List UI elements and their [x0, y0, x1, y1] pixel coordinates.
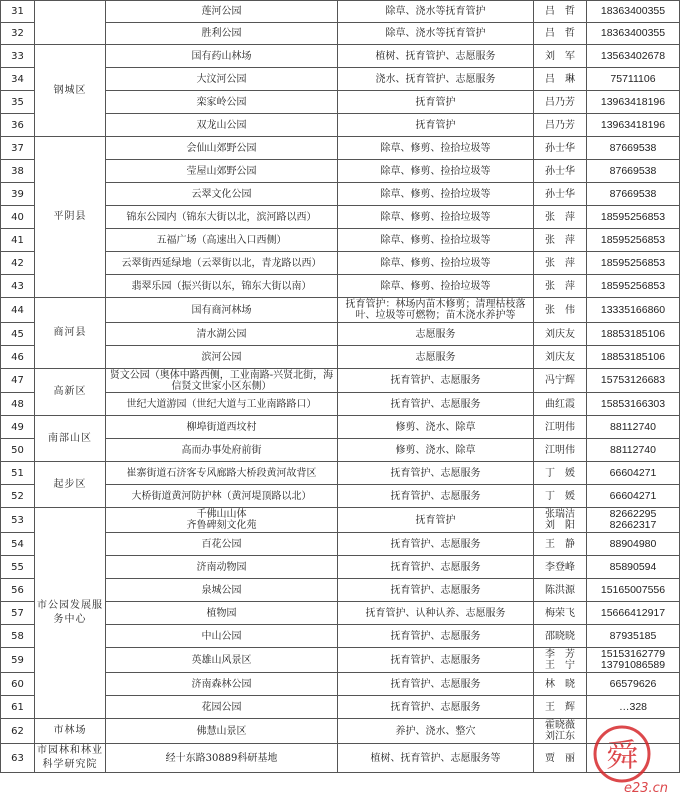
work-content-cell: 除草、浇水等抚育管护: [338, 23, 534, 45]
row-number-cell: 50: [1, 439, 35, 462]
work-content-cell: 抚育管护、志愿服务: [338, 579, 534, 602]
work-content-cell: 除草、浇水等抚育管护: [338, 1, 534, 23]
contact-person-cell: 吕乃芳: [534, 114, 587, 137]
district-cell: 商河县: [35, 298, 106, 369]
work-content-cell: 除草、修剪、捡拾垃圾等: [338, 206, 534, 229]
row-number-cell: 48: [1, 393, 35, 416]
table-row: [1, 744, 680, 773]
work-content-cell: 浇水、抚育管护、志愿服务: [338, 68, 534, 91]
contact-person-cell: 孙士华: [534, 160, 587, 183]
row-number-cell: 46: [1, 346, 35, 369]
work-content-cell: 修剪、浇水、除草: [338, 416, 534, 439]
contact-person-cell: 丁 媛: [534, 485, 587, 508]
contact-person-cell: 贾 丽: [534, 744, 587, 773]
site-name-cell: 大桥街道黄河防护林（黄河堤顶路以北）: [106, 485, 338, 508]
contact-person-cell: 刘庆友: [534, 346, 587, 369]
site-name-cell: 莲河公园: [106, 1, 338, 23]
contact-person-cell: 李登峰: [534, 556, 587, 579]
table-row: [1, 298, 680, 323]
contact-person-cell: 张瑞洁 刘 阳: [534, 508, 587, 533]
site-name-cell: 济南动物园: [106, 556, 338, 579]
site-name-cell: 会仙山郊野公园: [106, 137, 338, 160]
contact-person-cell: 丁 媛: [534, 462, 587, 485]
site-name-cell: 高而办事处府前街: [106, 439, 338, 462]
work-content-cell: 抚育管护：林场内苗木修剪；清理枯枝落叶、垃圾等可燃物；苗木浇水养护等: [338, 298, 534, 323]
site-name-cell: 济南森林公园: [106, 673, 338, 696]
phone-cell: 66579626: [587, 673, 680, 696]
district-cell: 市公园发展服务中心: [35, 508, 106, 719]
site-name-cell: 国有商河林场: [106, 298, 338, 323]
phone-cell: 66604271: [587, 462, 680, 485]
table-row: [1, 719, 680, 744]
phone-cell: 18595256853: [587, 275, 680, 298]
phone-cell: 87669538: [587, 137, 680, 160]
work-content-cell: 抚育管护、志愿服务: [338, 696, 534, 719]
row-number-cell: 40: [1, 206, 35, 229]
work-content-cell: 抚育管护: [338, 508, 534, 533]
site-name-cell: 佛慧山景区: [106, 719, 338, 744]
district-cell: 市林场: [35, 719, 106, 744]
row-number-cell: 56: [1, 579, 35, 602]
contact-person-cell: 王 辉: [534, 696, 587, 719]
phone-cell: 18363400355: [587, 23, 680, 45]
phone-cell: 13963418196: [587, 114, 680, 137]
site-name-cell: 双龙山公园: [106, 114, 338, 137]
phone-cell: 15153162779 13791086589: [587, 648, 680, 673]
site-name-cell: 国有药山林场: [106, 45, 338, 68]
site-name-cell: 柳埠街道西坟村: [106, 416, 338, 439]
table-row: [1, 45, 680, 68]
contact-person-cell: 曲红霞: [534, 393, 587, 416]
work-content-cell: 抚育管护、志愿服务: [338, 648, 534, 673]
site-name-cell: 崔寨街道石济客专风廊路大桥段黄河故背区: [106, 462, 338, 485]
contact-person-cell: 张 萍: [534, 229, 587, 252]
site-name-cell: 锦东公园内（锦东大街以北，滨河路以西）: [106, 206, 338, 229]
work-content-cell: 抚育管护、志愿服务: [338, 625, 534, 648]
phone-cell: 18853185106: [587, 323, 680, 346]
district-cell: 南部山区: [35, 416, 106, 462]
row-number-cell: 57: [1, 602, 35, 625]
work-content-cell: 植树、抚育管护、志愿服务: [338, 45, 534, 68]
site-name-cell: 大汶河公园: [106, 68, 338, 91]
phone-cell: 87669538: [587, 160, 680, 183]
table-row: [1, 416, 680, 439]
watermark-text: e23.cn: [623, 781, 669, 796]
row-number-cell: 61: [1, 696, 35, 719]
work-content-cell: 养护、浇水、整穴: [338, 719, 534, 744]
site-name-cell: 滨河公园: [106, 346, 338, 369]
table-row: [1, 369, 680, 393]
work-content-cell: 抚育管护、志愿服务: [338, 533, 534, 556]
phone-cell: 18363400355: [587, 1, 680, 23]
row-number-cell: 45: [1, 323, 35, 346]
contact-person-cell: 张 萍: [534, 206, 587, 229]
row-number-cell: 37: [1, 137, 35, 160]
contact-person-cell: 吕乃芳: [534, 91, 587, 114]
phone-cell: 82662295 82662317: [587, 508, 680, 533]
e23-watermark-logo: [582, 720, 674, 796]
work-content-cell: 抚育管护、志愿服务: [338, 369, 534, 393]
site-name-cell: 胜利公园: [106, 23, 338, 45]
work-content-cell: 抚育管护、志愿服务: [338, 462, 534, 485]
district-cell: [35, 1, 106, 45]
row-number-cell: 47: [1, 369, 35, 393]
work-content-cell: 抚育管护: [338, 91, 534, 114]
site-name-cell: 经十东路30889科研基地: [106, 744, 338, 773]
row-number-cell: 59: [1, 648, 35, 673]
contact-person-cell: 吕 哲: [534, 23, 587, 45]
contact-person-cell: 邵晓晓: [534, 625, 587, 648]
work-content-cell: 抚育管护、志愿服务: [338, 556, 534, 579]
phone-cell: …328: [587, 696, 680, 719]
row-number-cell: 43: [1, 275, 35, 298]
phone-cell: 88112740: [587, 416, 680, 439]
phone-cell: 18595256853: [587, 229, 680, 252]
contact-person-cell: 孙士华: [534, 183, 587, 206]
site-name-cell: 栾家岭公园: [106, 91, 338, 114]
table-row: [1, 462, 680, 485]
site-name-cell: 贤文公园（奥体中路西侧，工业南路-兴贤北街，海信贤文世家小区东侧）: [106, 369, 338, 393]
district-cell: 市园林和林业科学研究院: [35, 744, 106, 773]
work-content-cell: 抚育管护: [338, 114, 534, 137]
work-content-cell: 除草、修剪、捡拾垃圾等: [338, 252, 534, 275]
phone-cell: 75711106: [587, 68, 680, 91]
row-number-cell: 60: [1, 673, 35, 696]
work-content-cell: 志愿服务: [338, 346, 534, 369]
contact-person-cell: 孙士华: [534, 137, 587, 160]
site-name-cell: 植物园: [106, 602, 338, 625]
site-name-cell: 百花公园: [106, 533, 338, 556]
row-number-cell: 63: [1, 744, 35, 773]
phone-cell: 15666412917: [587, 602, 680, 625]
row-number-cell: 58: [1, 625, 35, 648]
contact-person-cell: 霍晓薇 刘江东: [534, 719, 587, 744]
site-name-cell: 莹屋山郊野公园: [106, 160, 338, 183]
contact-person-cell: 张 萍: [534, 252, 587, 275]
work-content-cell: 植树、抚育管护、志愿服务等: [338, 744, 534, 773]
site-name-cell: 中山公园: [106, 625, 338, 648]
work-content-cell: 除草、修剪、捡拾垃圾等: [338, 137, 534, 160]
work-content-cell: 抚育管护、认种认养、志愿服务: [338, 602, 534, 625]
phone-cell: 88112740: [587, 439, 680, 462]
row-number-cell: 33: [1, 45, 35, 68]
phone-cell: 13963418196: [587, 91, 680, 114]
district-cell: 高新区: [35, 369, 106, 416]
site-name-cell: 清水湖公园: [106, 323, 338, 346]
row-number-cell: 38: [1, 160, 35, 183]
row-number-cell: 53: [1, 508, 35, 533]
site-name-cell: 翡翠乐园（振兴街以东，锦东大街以南）: [106, 275, 338, 298]
contact-person-cell: 吕 哲: [534, 1, 587, 23]
phone-cell: 18853185106: [587, 346, 680, 369]
contact-person-cell: 张 伟: [534, 298, 587, 323]
row-number-cell: 54: [1, 533, 35, 556]
phone-cell: 88904980: [587, 533, 680, 556]
site-name-cell: 五福广场（高速出入口西侧）: [106, 229, 338, 252]
work-content-cell: 抚育管护、志愿服务: [338, 485, 534, 508]
contact-person-cell: 李 芳 王 宁: [534, 648, 587, 673]
contact-person-cell: 江明伟: [534, 416, 587, 439]
work-content-cell: 抚育管护、志愿服务: [338, 673, 534, 696]
work-content-cell: 除草、修剪、捡拾垃圾等: [338, 160, 534, 183]
contact-person-cell: 林 晓: [534, 673, 587, 696]
table-row: [1, 1, 680, 23]
watermark-glyph: 舜: [605, 736, 639, 774]
work-content-cell: 志愿服务: [338, 323, 534, 346]
row-number-cell: 42: [1, 252, 35, 275]
site-name-cell: 英雄山风景区: [106, 648, 338, 673]
row-number-cell: 55: [1, 556, 35, 579]
phone-cell: 15753126683: [587, 369, 680, 393]
site-name-cell: 云翠街西延绿地（云翠街以北，青龙路以西）: [106, 252, 338, 275]
phone-cell: 13335166860: [587, 298, 680, 323]
district-cell: 平阴县: [35, 137, 106, 298]
row-number-cell: 39: [1, 183, 35, 206]
row-number-cell: 31: [1, 1, 35, 23]
work-content-cell: 修剪、浇水、除草: [338, 439, 534, 462]
contact-person-cell: 江明伟: [534, 439, 587, 462]
work-content-cell: 除草、修剪、捡拾垃圾等: [338, 275, 534, 298]
work-content-cell: 除草、修剪、捡拾垃圾等: [338, 183, 534, 206]
contact-person-cell: 刘 军: [534, 45, 587, 68]
contact-person-cell: 张 萍: [534, 275, 587, 298]
phone-cell: 66604271: [587, 485, 680, 508]
contact-person-cell: 刘庆友: [534, 323, 587, 346]
phone-cell: 18595256853: [587, 206, 680, 229]
site-name-cell: 千佛山山体 齐鲁碑刻文化苑: [106, 508, 338, 533]
site-name-cell: 世纪大道游园（世纪大道与工业南路路口）: [106, 393, 338, 416]
site-name-cell: 云翠文化公园: [106, 183, 338, 206]
contact-person-cell: 冯宁辉: [534, 369, 587, 393]
row-number-cell: 36: [1, 114, 35, 137]
row-number-cell: 34: [1, 68, 35, 91]
contact-person-cell: 梅荣飞: [534, 602, 587, 625]
contact-person-cell: 吕 琳: [534, 68, 587, 91]
phone-cell: 87669538: [587, 183, 680, 206]
district-cell: 起步区: [35, 462, 106, 508]
row-number-cell: 32: [1, 23, 35, 45]
row-number-cell: 51: [1, 462, 35, 485]
phone-cell: 13563402678: [587, 45, 680, 68]
site-name-cell: 泉城公园: [106, 579, 338, 602]
contact-person-cell: 陈洪源: [534, 579, 587, 602]
phone-cell: 18595256853: [587, 252, 680, 275]
row-number-cell: 41: [1, 229, 35, 252]
table-row: [1, 508, 680, 533]
table-row: [1, 137, 680, 160]
phone-cell: 87935185: [587, 625, 680, 648]
phone-cell: 15853166303: [587, 393, 680, 416]
row-number-cell: 44: [1, 298, 35, 323]
contact-person-cell: 王 静: [534, 533, 587, 556]
row-number-cell: 62: [1, 719, 35, 744]
phone-cell: 85890594: [587, 556, 680, 579]
row-number-cell: 52: [1, 485, 35, 508]
district-cell: 钢城区: [35, 45, 106, 137]
row-number-cell: 49: [1, 416, 35, 439]
site-name-cell: 花园公园: [106, 696, 338, 719]
work-content-cell: 除草、修剪、捡拾垃圾等: [338, 229, 534, 252]
row-number-cell: 35: [1, 91, 35, 114]
work-content-cell: 抚育管护、志愿服务: [338, 393, 534, 416]
phone-cell: 15165007556: [587, 579, 680, 602]
